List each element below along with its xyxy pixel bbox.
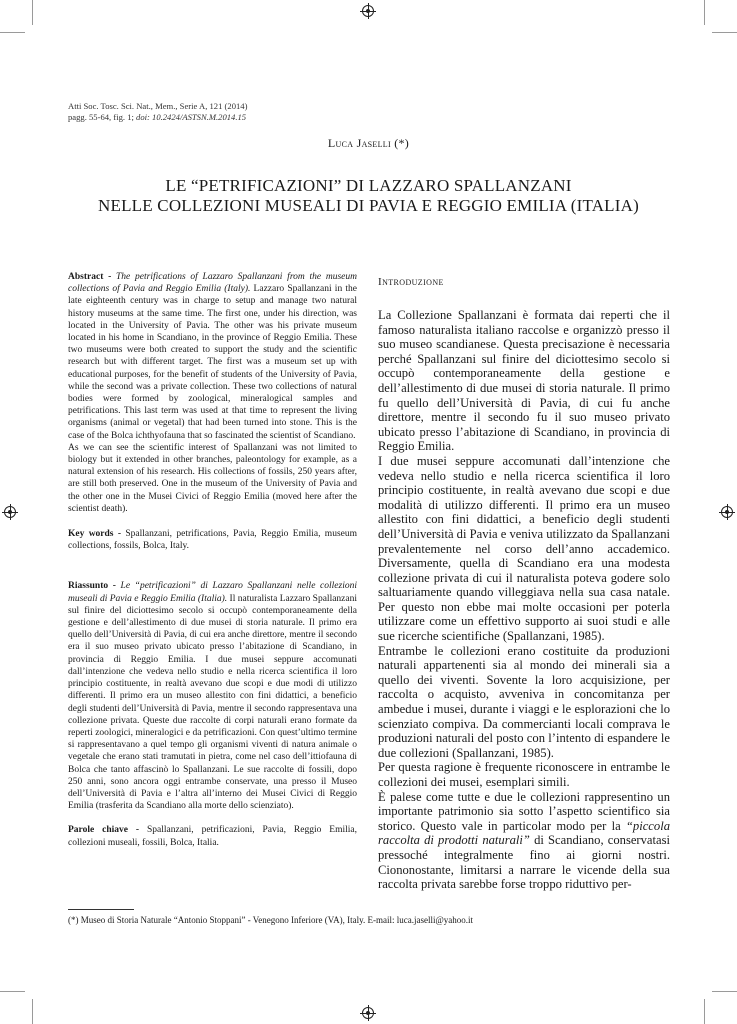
paragraph: La Collezione Spallanzani è formata dai reperti che il famoso naturalista italiano raccolse e organizzò presso il suo museo scandianese. Questa precisazione è necessaria perché Spallanzani sul finire del diciottesimo secolo si occupò contemporaneamente della gestione e dell’allestimento di due musei di storia naturale. Il primo fu quello dell’Università di Pavia, di cui fu anche direttore, mentre il secondo fu il suo museo privato ubicato presso l’abitazione di Scandiano, in provincia di Reggio Emilia. <box>378 308 670 454</box>
footnote-rule <box>68 909 134 910</box>
riassunto <box>68 580 357 812</box>
crop-mark <box>712 991 737 992</box>
crop-mark <box>704 0 705 25</box>
paragraph-text: di Scandiano, conservatasi pressoché integralmente fino ai giorni nostri. Ciononostante, limitarsi a narrare le vicende della sua raccolta privata sarebbe forse troppo riduttivo per- <box>378 833 671 892</box>
abstract <box>68 271 357 442</box>
parole-chiave-text: Spallanzani, petrificazioni, Pavia, Reggio Emilia, collezioni museali, fossili, Bolca, Italia. <box>68 825 357 848</box>
journal-pages-doi <box>68 112 247 123</box>
journal-pages: pagg. 55-64, fig. 1; <box>68 112 137 122</box>
abstract-body: Lazzaro Spallanzani in the late eighteenth century was in charge to setup and manage two natural history museums at the same time. The first one, under his direction, was located in the University of Pavia. The other was his private museum located in his home in Scandiano, in the province of Reggio Emilia. These two museums were both created to support the study and the scientific research but with different target. The first was a museum set up with educational purposes, for the benefit of students of the University of Pavia, while the second was a private collection. These two collections of natural bodies were formed by zoological, mineralogical samples and petrifications. This last term was used at that time to represent the living organisms (animal or vegetal) that had been turned into stone. This is the case of the Bolca ichthyofauna that so fascinated the scientist of Scandiano. <box>68 284 357 441</box>
title-line: LE “PETRIFICAZIONI” DI LAZZARO SPALLANZANI <box>165 176 572 195</box>
abstract-title: The petrifications of Lazzaro Spallanzani from the museum collections of Pavia and Reggio Emilia (Italy). <box>68 272 358 295</box>
title-line: NELLE COLLEZIONI MUSEALI DI PAVIA E REGGIO EMILIA (ITALIA) <box>98 196 639 215</box>
abstract-column <box>68 271 357 849</box>
registration-mark-icon <box>4 506 16 518</box>
crop-mark <box>0 991 25 992</box>
introduction-column <box>378 276 670 892</box>
paragraph-quote: “piccola raccolta di prodotti naturali” <box>378 818 670 848</box>
paragraph: I due musei seppure accomunati dall’intenzione che vedeva nello studio e nella ricerca scientifica il loro principio costituente, in realtà avevano due scopi e due modalità di utilizzo differenti. Il primo era un museo allestito con fini didattici, a beneficio degli studenti dell’Università di Pavia e veniva utilizzato da Spallanzani prevalentemente nel corso dell’anno accademico. Diversamente, quella di Scandiano era una modesta collezione privata di cui il naturalista poteva godere solo saltuariamente quando villeggiava nella sua casa natale. Per questo non ebbe mai molte occasioni per poterla utilizzare come un effettivo supporto ai suoi studi e alle sue ricerche scientifiche (Spallanzani, 1985). <box>378 453 671 644</box>
abstract-label: Abstract - <box>68 272 117 282</box>
footnote: (*) Museo di Storia Naturale “Antonio Stoppani” - Venegono Inferiore (VA), Italy. E-mail: luca.jaselli@yahoo.it <box>68 915 474 925</box>
crop-mark <box>32 0 33 25</box>
registration-mark-icon <box>362 1007 374 1019</box>
riassunto-title: Le “petrificazioni” di Lazzaro Spallanzani nelle collezioni museali di Pavia e Reggio Emilia (Italia). <box>68 581 357 604</box>
author-name: Luca Jaselli (*) <box>327 136 410 150</box>
paper-title <box>30 176 707 216</box>
crop-mark <box>0 32 25 33</box>
paragraph <box>378 790 670 892</box>
keywords-text: Spallanzani, petrifications, Pavia, Reggio Emilia, museum collections, fossils, Bolca, Italy. <box>68 529 357 552</box>
riassunto-body: Il naturalista Lazzaro Spallanzani sul finire del diciottesimo secolo si occupò contemporaneamente della gestione e dell’allestimento di due musei di storia naturale. Il primo era quello dell’Università di Pavia, di cui era anche direttore, mentre il secondo era il suo museo privato ubicato presso l’abitazione di Scandiano, in provincia di Reggio Emilia. I due musei seppure accomunati dall’intenzione che vedeva nello studio e nella ricerca scientifica il loro principio costituente, in realtà avevano due scopi e due modi di utilizzo differenti. Il primo era un museo allestito con fini didattici, a beneficio degli studenti dell’Università di Pavia, mentre il secondo rappresentava una collezione privata. Queste due raccolte di corpi naturali erano formate da reperti zoologici, mineralogici e da petrificazioni. Con quest’ultimo termine si rappresentavano a quel tempo gli organismi viventi di natura animale o vegetale che erano stati tramutati in pietra, come nel caso dell’ittiofauna di Bolca che tanto affascinò lo Spallanzani. Le sue raccolte di fossili, dopo 250 anni, sono ancora oggi entrambe conservate, una presso il Museo dell’Università di Pavia e l’altra all’interno dei Musei Civici di Reggio Emilia (trasferita da Scandiano alla morte dello scienziato). <box>68 593 357 812</box>
paragraph-text: È palese come tutte e due le collezioni rappresentino un importante patrimonio sia sotto l’aspetto scientifico sia storico. Questo vale in particolar modo per la <box>378 789 670 833</box>
registration-mark-icon <box>362 5 374 17</box>
crop-mark <box>704 999 705 1024</box>
parole-chiave-label: Parole chiave - <box>68 825 147 836</box>
crop-mark <box>32 999 33 1024</box>
journal-citation <box>68 101 247 123</box>
paragraph: Per questa ragione è frequente riconoscere in entrambe le collezioni dei musei, esemplari simili. <box>378 760 670 789</box>
paragraph: Entrambe le collezioni erano costituite da produzioni naturali appartenenti sia al mondo dei minerali sia a quello dei viventi. Sovente la loro acquisizione, per raccolta o acquisto, avveniva in concomitanza per ambedue i musei, durante i viaggi e le esplorazioni che lo scienziato compiva. Da commercianti locali comprava le produzioni naturali del posto con l’intento di espandere le due collezioni (Spallanzani, 1985). <box>378 643 670 760</box>
parole-chiave <box>68 824 357 848</box>
abstract-body-2: As we can see the scientific interest of Spallanzani was not limited to biology but it extended in other branches, paleontology for example, as a natural extension of his research. His collections of fossils, 250 years after, are still both preserved. One in the museum of the University of Pavia and the other one in the Musei Civici of Reggio Emilia (moved here after the scientist death). <box>68 442 357 514</box>
crop-mark <box>712 32 737 33</box>
keywords-label: Key words - <box>68 529 126 540</box>
keywords <box>68 528 357 552</box>
doi-link[interactable]: doi: 10.2424/ASTSN.M.2014.15 <box>136 112 247 122</box>
journal-line: Atti Soc. Tosc. Sci. Nat., Mem., Serie A, 121 (2014) <box>68 101 248 111</box>
section-heading: Introduzione <box>378 276 444 288</box>
registration-mark-icon <box>721 506 733 518</box>
riassunto-label: Riassunto - <box>68 581 121 592</box>
